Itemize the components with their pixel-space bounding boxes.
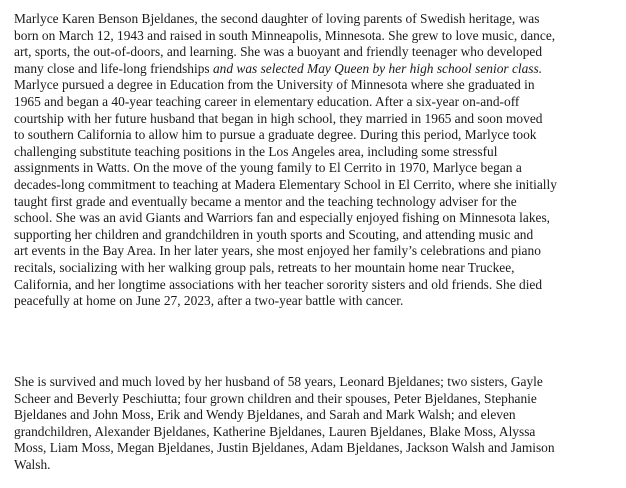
text-line: Walsh. <box>14 456 51 472</box>
text-line: assignments in Watts. On the move of the young family to El Cerrito in 1970, Marlyce began a <box>14 160 522 176</box>
survivors-paragraph <box>14 374 620 474</box>
text-line: Bjeldanes and John Moss, Erik and Wendy Bjeldanes, and Sarah and Mark Walsh; and eleven <box>14 407 516 423</box>
text-line: supporting her children and grandchildren in youth sports and Scouting, and attending music and <box>14 226 534 242</box>
text-line: peacefully at home on June 27, 2023, after a two-year battle with cancer. <box>14 293 404 309</box>
text-line: She is survived and much loved by her husband of 58 years, Leonard Bjeldanes; two sisters, Gayle <box>14 374 543 389</box>
text-line: Marlyce pursued a degree in Education from the University of Minnesota where she graduated in <box>14 77 535 93</box>
text-line: to southern California to allow him to pursue a graduate degree. During this period, Marlyce took <box>14 127 537 143</box>
italic-text-segment: and was selected May Queen by her high school senior class. <box>209 60 543 76</box>
text-segment: many close and life-long friendships <box>14 60 210 76</box>
text-line: California, and her longtime associations with her teacher sorority sisters and old friends. She died <box>14 276 543 292</box>
text-line: challenging substitute teaching positions in the Los Angeles area, including some stressful <box>14 143 498 159</box>
text-line: courtship with her future husband that began in high school, they married in 1965 and soon moved <box>14 110 543 126</box>
text-line: art, sports, the out-of-doors, and learning. She was a buoyant and friendly teenager who developed <box>14 44 543 60</box>
text-line: Scheer and Beverly Peschiutta; four grown children and their spouses, Peter Bjeldanes, Stephanie <box>14 390 537 406</box>
text-line: Moss, Liam Moss, Megan Bjeldanes, Justin Bjeldanes, Adam Bjeldanes, Jackson Walsh and Jamison <box>14 440 555 456</box>
text-line: decades-long commitment to teaching at Madera Elementary School in El Cerrito, where she initially <box>14 176 557 192</box>
text-line <box>14 61 620 78</box>
text-line: born on March 12, 1943 and raised in south Minneapolis, Minnesota. She grew to love music, dance, <box>14 27 556 43</box>
text-line: taught first grade and eventually became a mentor and the teaching technology adviser for the <box>14 193 517 209</box>
text-line: grandchildren, Alexander Bjeldanes, Katherine Bjeldanes, Lauren Bjeldanes, Blake Moss, Alyssa <box>14 423 536 439</box>
text-line: school. She was an avid Giants and Warriors fan and especially enjoyed fishing on Minnesota lakes, <box>14 210 551 226</box>
text-line: 1965 and began a 40-year teaching career in elementary education. After a six-year on-and-off <box>14 93 520 109</box>
text-line: art events in the Bay Area. In her later years, she most enjoyed her family’s celebrations and piano <box>14 243 541 259</box>
biography-paragraph <box>14 11 620 310</box>
text-line: recitals, socializing with her walking group pals, retreats to her mountain home near Truckee, <box>14 259 515 275</box>
text-line: Marlyce Karen Benson Bjeldanes, the second daughter of loving parents of Swedish heritage, was <box>14 11 540 26</box>
